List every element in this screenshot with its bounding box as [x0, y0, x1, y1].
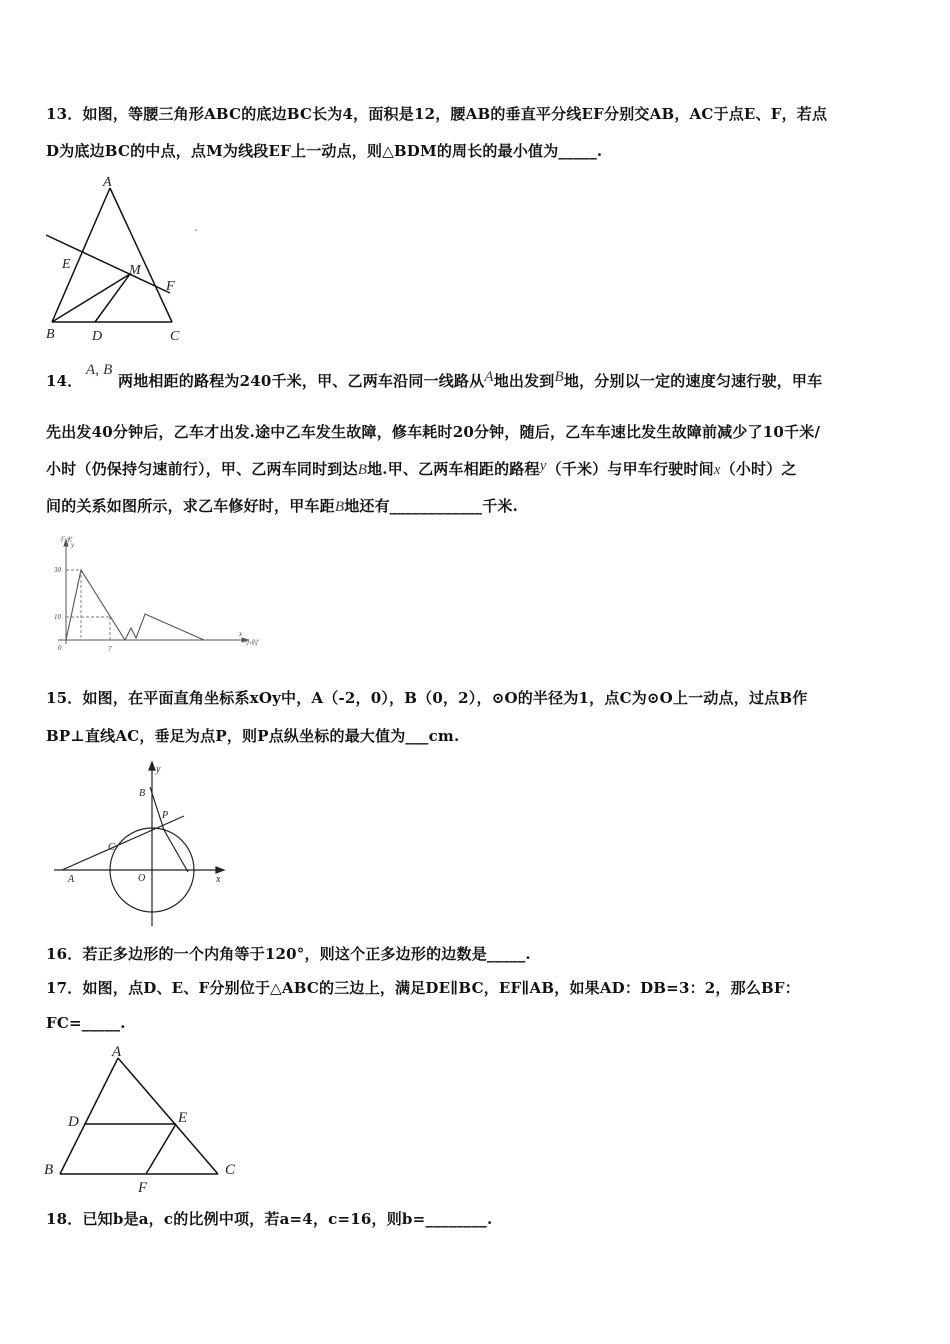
q14-var-x: x: [713, 462, 721, 478]
q17-label-d: D: [68, 1114, 79, 1130]
q15-label-a: A: [68, 874, 75, 885]
q14-text-3d: （小时）之: [720, 460, 797, 478]
q15-segment-pc2: [164, 830, 188, 872]
q17-side-ac: [118, 1058, 218, 1174]
q14-text-3c: （千米）与甲车行驶时间: [546, 460, 714, 478]
q13-segment-bm: [52, 274, 130, 322]
q13-label-a: A: [103, 175, 112, 190]
q14-text-3b: 地.甲、乙两车相距的路程: [367, 460, 540, 478]
q15-line-ac: [62, 816, 184, 870]
q17-figure: [40, 1040, 250, 1200]
q15-line-2: BP⊥直线AC，垂足为点P，则P点纵坐标的最大值为___cm.: [46, 727, 460, 745]
q13-label-b: B: [46, 327, 55, 342]
q14-ab-label: A, B: [85, 362, 113, 378]
q15-y-arrow: [149, 762, 155, 770]
q13-label-e: E: [62, 257, 71, 272]
q14-distance-line: [66, 570, 204, 640]
q14-origin: 0: [58, 644, 62, 652]
q18-line-1: 18．已知b是a，c的比例中项，若a=4，c=16，则b=________.: [46, 1210, 493, 1228]
q16-line-1: 16．若正多边形的一个内角等于120°，则这个正多边形的边数是_____.: [46, 945, 531, 963]
q15-x-arrow: [216, 867, 224, 873]
q13-line-1: 13．如图，等腰三角形ABC的底边BC长为4，面积是12，腰AB的垂直平分线EF分别交AB，AC于点E、F，若点: [46, 105, 828, 123]
q14-x-label: x: [239, 630, 243, 638]
q15-label-b: B: [139, 788, 146, 799]
q14-line-3: [46, 458, 797, 479]
q14-number: 14．: [46, 372, 83, 390]
q15-label-c: C: [108, 842, 115, 853]
q14-text-1c: 地，分别以一定的速度匀速行驶，甲车: [563, 372, 823, 390]
q14-tick-7: 7: [108, 645, 112, 653]
q15-label-p: P: [162, 810, 169, 821]
q13-line-2: D为底边BC的中点，点M为线段EF上一动点，则△BDM的周长的最小值为_____.: [46, 142, 603, 160]
q14-y-label: y: [71, 541, 75, 549]
q14-tick-30: 30: [54, 566, 61, 574]
q13-label-c: C: [170, 329, 180, 344]
q14-line-4: [46, 495, 518, 516]
q14-point-b: B: [554, 369, 564, 385]
q14-tick-10: 10: [54, 613, 61, 621]
q17-label-e: E: [178, 1110, 188, 1126]
q17-line-1: 17．如图，点D、E、F分别位于△ABC的三边上，满足DE∥BC，EF∥AB，如果AD：DB=3：2，那么BF：: [46, 979, 800, 997]
q13-stray-dot: [195, 229, 197, 231]
q15-label-o: O: [138, 873, 146, 884]
q13-side-ac: [110, 188, 172, 322]
q17-label-f: F: [138, 1180, 148, 1196]
q14-text-1a: 两地相距的路程为240千米，甲、乙两车沿同一线路从: [118, 372, 485, 390]
q14-text-4b: 地还有____________千米.: [344, 497, 519, 515]
q15-figure: [48, 760, 233, 930]
q14-line-1: [46, 362, 823, 391]
q17-segment-ef: [146, 1124, 176, 1174]
q14-text-3a: 小时（仍保持匀速前行），甲、乙两车同时到达: [46, 460, 358, 478]
q13-side-ab: [52, 188, 110, 322]
q13-figure: [40, 170, 210, 345]
q15-label-y: y: [156, 764, 161, 775]
q14-line-2: 先出发40分钟后，乙车才出发.途中乙车发生故障，修车耗时20分钟，随后，乙车车速比发生故障前减少了10千米/: [46, 423, 821, 441]
q13-segment-dm: [95, 274, 130, 322]
q14-point-a: A: [484, 369, 494, 385]
q15-label-x: x: [216, 874, 221, 885]
q14-point-b-2: B: [357, 462, 368, 478]
q14-text-1b: 地出发到: [493, 372, 555, 390]
q13-label-m: M: [129, 263, 141, 278]
q14-var-y: y: [539, 458, 547, 474]
q14-x-unit: 小时: [244, 639, 258, 647]
q14-text-4a: 间的关系如图所示，求乙车修好时，甲车距: [46, 497, 335, 515]
q17-line-2: FC=_____.: [46, 1014, 126, 1032]
q14-point-b-3: B: [334, 499, 345, 515]
q14-graph: [44, 532, 274, 662]
q14-y-unit: 千米: [58, 536, 72, 544]
q13-label-f: F: [166, 279, 175, 294]
q15-line-1: 15．如图，在平面直角坐标系xOy中，A（-2，0），B（0，2），⊙O的半径为1，点C为⊙O上一动点，过点B作: [46, 689, 808, 707]
q17-label-b: B: [44, 1162, 54, 1178]
q17-label-a: A: [112, 1044, 122, 1060]
q17-label-c: C: [225, 1162, 236, 1178]
q13-label-d: D: [92, 329, 103, 344]
